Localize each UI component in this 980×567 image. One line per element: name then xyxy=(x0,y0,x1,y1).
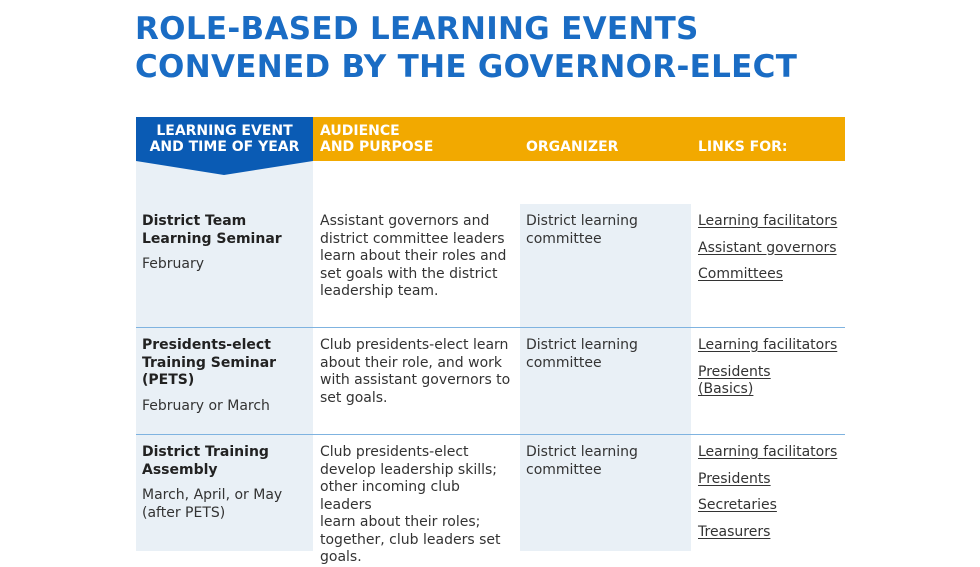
table-row-links xyxy=(698,213,843,293)
table-row-event xyxy=(142,337,310,415)
organizer-line: District learning xyxy=(526,337,638,353)
header-arrow-notch xyxy=(136,161,313,175)
organizer-line: committee xyxy=(526,230,602,247)
purpose-line: set goals with the district xyxy=(320,265,498,282)
purpose-line: develop leadership skills; xyxy=(320,461,498,478)
purpose-line: Assistant governors and xyxy=(320,213,490,229)
purpose-line: leadership team. xyxy=(320,283,439,299)
header-audience-line2: AND PURPOSE xyxy=(320,139,434,155)
purpose-line: learn about their roles; xyxy=(320,514,481,530)
header-audience-purpose xyxy=(320,123,433,155)
title-line-1: ROLE-BASED LEARNING EVENTS xyxy=(135,11,699,47)
link-presidents-line1: Presidents xyxy=(698,363,771,380)
purpose-line: goals. xyxy=(320,549,362,565)
table-row-event xyxy=(142,213,310,274)
purpose-line: Club presidents-elect learn xyxy=(320,337,509,353)
event-time: February xyxy=(142,256,205,272)
table-row-organizer xyxy=(526,213,686,248)
event-time: February or March xyxy=(142,397,270,414)
link-presidents[interactable]: Presidents xyxy=(698,470,771,487)
event-name-line: Learning Seminar xyxy=(142,230,282,247)
page-title xyxy=(135,10,797,86)
header-event-line1: LEARNING EVENT xyxy=(156,123,293,139)
table-row-organizer xyxy=(526,337,686,372)
link-learning-facilitators[interactable]: Learning facilitators xyxy=(698,213,838,229)
purpose-line: district committee leaders xyxy=(320,230,505,247)
purpose-line: Club presidents-elect xyxy=(320,444,469,460)
link-learning-facilitators[interactable]: Learning facilitators xyxy=(698,337,838,353)
table-row-event xyxy=(142,444,310,522)
purpose-line: set goals. xyxy=(320,389,388,406)
table-row-links xyxy=(698,337,843,399)
organizer-line: District learning xyxy=(526,213,638,229)
link-learning-facilitators[interactable]: Learning facilitators xyxy=(698,444,838,460)
table-row-purpose xyxy=(320,337,515,407)
organizer-column-background xyxy=(520,204,691,551)
header-event-line2: AND TIME OF YEAR xyxy=(149,139,300,155)
row-separator xyxy=(136,327,845,328)
row-separator xyxy=(136,434,845,435)
event-name-line: Presidents-elect xyxy=(142,337,271,353)
link-treasurers[interactable]: Treasurers xyxy=(698,523,771,540)
table-row-purpose xyxy=(320,213,515,301)
event-time: March, April, or May xyxy=(142,487,283,503)
event-name-line: (PETS) xyxy=(142,372,195,388)
purpose-line: learn about their roles and xyxy=(320,248,507,264)
title-line-2: CONVENED BY THE GOVERNOR-ELECT xyxy=(135,49,798,85)
event-name-line: District Training xyxy=(142,444,269,460)
purpose-line: with assistant governors to xyxy=(320,372,511,388)
header-audience-line1: AUDIENCE xyxy=(320,123,400,139)
header-links-for: LINKS FOR: xyxy=(698,139,788,155)
event-time: (after PETS) xyxy=(142,504,226,521)
organizer-line: committee xyxy=(526,461,602,478)
table-row-links xyxy=(698,444,843,550)
link-presidents[interactable] xyxy=(698,364,843,399)
purpose-line: together, club leaders set xyxy=(320,531,501,548)
header-organizer: ORGANIZER xyxy=(526,139,619,155)
organizer-line: District learning xyxy=(526,444,638,460)
link-assistant-governors[interactable]: Assistant governors xyxy=(698,239,837,256)
event-name-line: Assembly xyxy=(142,461,218,478)
table-row-purpose xyxy=(320,444,515,567)
link-presidents-line2: (Basics) xyxy=(698,381,754,397)
header-event-time xyxy=(136,117,313,161)
organizer-line: committee xyxy=(526,354,602,371)
table-row-organizer xyxy=(526,444,686,479)
purpose-line: other incoming club leaders xyxy=(320,479,460,513)
purpose-line: about their role, and work xyxy=(320,354,502,371)
event-name-line: District Team xyxy=(142,213,247,229)
link-secretaries[interactable]: Secretaries xyxy=(698,497,777,513)
event-name-line: Training Seminar xyxy=(142,354,277,371)
link-committees[interactable]: Committees xyxy=(698,266,784,282)
